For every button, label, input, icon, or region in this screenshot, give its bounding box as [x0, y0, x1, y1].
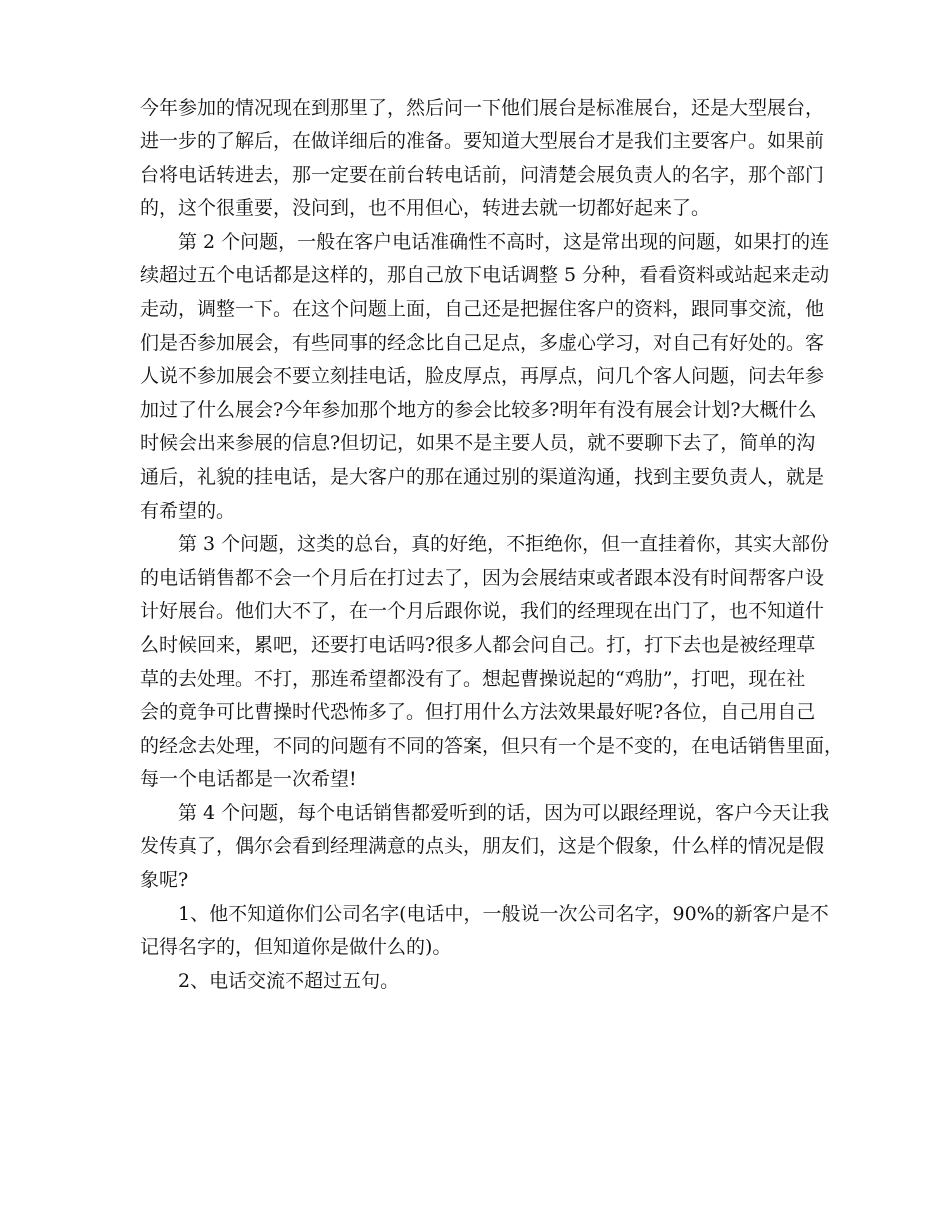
text-line: 时候会出来参展的信息?但切记，如果不是主要人员，就不要聊下去了，简单的沟	[140, 432, 816, 455]
text-line: 的电话销售都不会一个月后在打过去了，因为会展结束或者跟本没有时间帮客户设	[140, 566, 825, 589]
text-line: 加过了什么展会?今年参加那个地方的参会比较多?明年有没有展会计划?大概什么	[140, 398, 817, 421]
text-line: 第 3 个问题，这类的总台，真的好绝，不拒绝你，但一直挂着你，其实大部份	[178, 533, 830, 556]
text-line: 记得名字的，但知道你是做什么的)。	[140, 936, 452, 959]
text-line: 通后，礼貌的挂电话，是大客户的那在通过别的渠道沟通，找到主要负责人，就是	[140, 465, 825, 488]
text-line: 计好展台。他们大不了，在一个月后跟你说，我们的经理现在出门了，也不知道什	[140, 600, 825, 623]
paragraph-4	[140, 797, 830, 898]
text-line: 第 4 个问题，每个电话销售都爱听到的话，因为可以跟经理说，客户今天让我	[178, 801, 830, 824]
text-line: 草的去处理。不打，那连希望都没有了。想起曹操说起的“鸡肋”，打吧，现在社	[140, 667, 806, 690]
text-line: 的经念去处理，不同的问题有不同的答案，但只有一个是不变的，在电话销售里面，	[140, 734, 844, 757]
text-line: 1、他不知道你们公司名字(电话中，一般说一次公司名字，90%的新客户是不	[178, 902, 829, 925]
text-line: 走动，调整一下。在这个问题上面，自己还是把握住客户的资料，跟同事交流，他	[140, 297, 825, 320]
text-line: 会的竟争可比曹操时代恐怖多了。但打用什么方法效果最好呢?各位，自己用自己	[140, 701, 816, 724]
text-line: 有希望的。	[140, 499, 236, 522]
paragraph-6	[140, 965, 830, 999]
text-line: 2、电话交流不超过五句。	[178, 969, 400, 992]
text-line: 续超过五个电话都是这样的，那自己放下电话调整 5 分种，看看资料或站起来走动	[140, 264, 830, 287]
text-line: 发传真了，偶尔会看到经理满意的点头，朋友们，这是个假象，什么样的情况是假	[140, 835, 825, 858]
paragraph-5	[140, 898, 830, 965]
text-line: 每一个电话都是一次希望!	[140, 768, 357, 791]
text-line: 象呢?	[140, 869, 189, 892]
text-line: 进一步的了解后，在做详细后的准备。要知道大型展台才是我们主要客户。如果前	[140, 130, 825, 152]
paragraph-3	[140, 528, 844, 797]
text-line: 第 2 个问题，一般在客户电话准确性不高时，这是常出现的问题，如果打的连	[178, 230, 830, 253]
text-line: 台将电话转进去，那一定要在前台转电话前，问清楚会展负责人的名字，那个部门	[140, 163, 825, 186]
text-line: 么时候回来，累吧，还要打电话吗?很多人都会问自己。打，打下去也是被经理草	[140, 633, 816, 656]
document-body	[140, 91, 844, 998]
paragraph-1	[140, 91, 830, 226]
text-line: 人说不参加展会不要立刻挂电话，脸皮厚点，再厚点，问几个客人问题，问去年参	[140, 365, 825, 388]
text-line: 的，这个很重要，没问到，也不用但心，转进去就一切都好起来了。	[140, 197, 711, 220]
text-line: 们是否参加展会，有些同事的经念比自己足点，多虚心学习，对自己有好处的。客	[140, 331, 825, 354]
paragraph-2	[140, 226, 830, 528]
text-line: 今年参加的情况现在到那里了，然后问一下他们展台是标准展台，还是大型展台，	[140, 97, 825, 119]
